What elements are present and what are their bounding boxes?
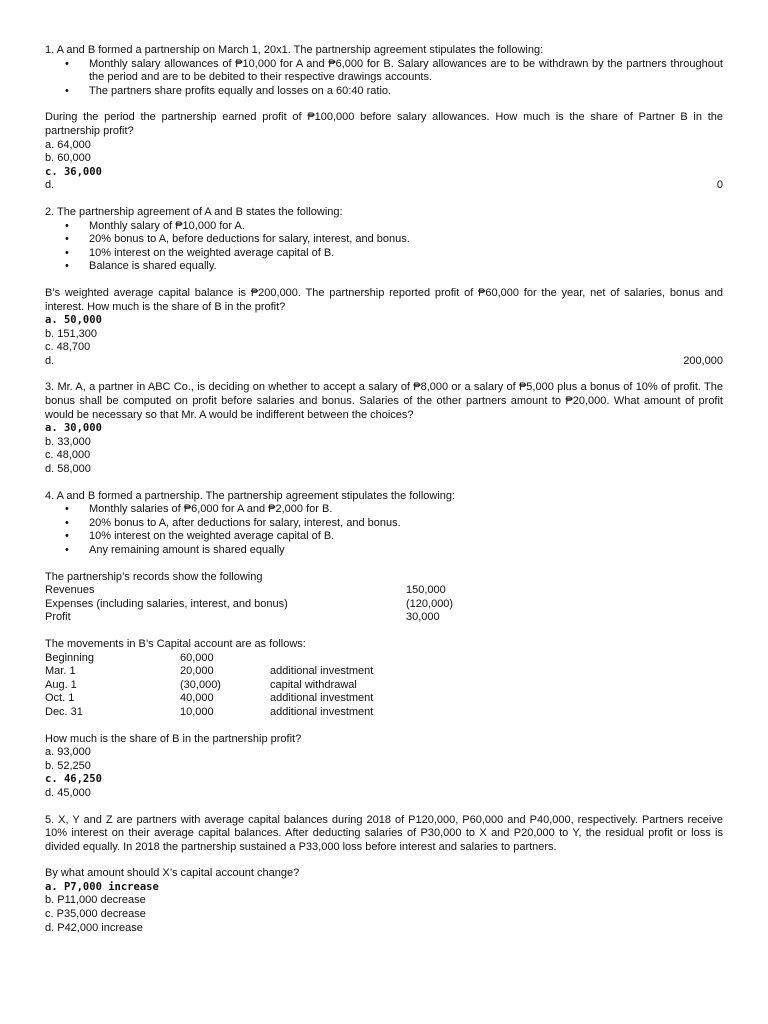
q1-question: During the period the partnership earned profit of ₱100,000 before salary allowances. How much is the share of Partner B in the partnership profit? bbox=[45, 111, 723, 137]
records-label: Revenues bbox=[45, 584, 95, 597]
records-label: Expenses (including salaries, interest, and bonus) bbox=[45, 597, 288, 610]
q2-choice-d-value: 200,000 bbox=[683, 354, 723, 367]
movement-note: capital withdrawal bbox=[270, 678, 357, 691]
movement-note: additional investment bbox=[270, 705, 374, 718]
q1-bullets bbox=[45, 58, 723, 99]
movement-note: additional investment bbox=[270, 692, 374, 705]
q2-title: 2. The partnership agreement of A and B states the following: bbox=[45, 205, 343, 218]
movement-date: Oct. 1 bbox=[45, 692, 75, 705]
q2-choice-a-correct: a. 50,000 bbox=[45, 314, 102, 327]
q3-choice-d: d. 58,000 bbox=[45, 463, 91, 476]
q4-bullet-1: • Monthly salaries of ₱6,000 for A and ₱2,000 for B. bbox=[45, 503, 723, 517]
q2-choice-c: c. 48,700 bbox=[45, 341, 91, 354]
records-label: Profit bbox=[45, 611, 71, 624]
q4-choice-c-correct: c. 46,250 bbox=[45, 773, 102, 786]
q5-choice-d: d. P42,000 increase bbox=[45, 921, 143, 934]
movement-amount: 20,000 bbox=[180, 665, 214, 678]
q1-title: 1. A and B formed a partnership on March 1, 20x1. The partnership agreement stipulates the following: bbox=[45, 44, 544, 56]
movement-date: Beginning bbox=[45, 651, 94, 664]
movement-date: Aug. 1 bbox=[45, 678, 77, 691]
q2-bullet-4: • Balance is shared equally. bbox=[45, 260, 723, 274]
q2-bullet-2: • 20% bonus to A, before deductions for salary, interest, and bonus. bbox=[45, 233, 723, 247]
q2-choice-d bbox=[45, 355, 723, 369]
q3-choice-a-correct: a. 30,000 bbox=[45, 422, 102, 435]
movement-amount: (30,000) bbox=[180, 678, 221, 691]
q3-question: 3. Mr. A, a partner in ABC Co., is deciding on whether to accept a salary of ₱8,000 or a salary of ₱5,000 plus a bonus of 10% of profit. The bonus shall be computed on profit before salaries and bonus. Salaries of the other partners amount to ₱20,000. What amount of profit would be necessary so that Mr. A would be indifferent between the choices? bbox=[45, 381, 723, 421]
movement-amount: 60,000 bbox=[180, 651, 214, 664]
q5-choice-b: b. P11,000 decrease bbox=[45, 894, 146, 907]
records-value: (120,000) bbox=[406, 597, 454, 610]
q1-choice-c-correct: c. 36,000 bbox=[45, 165, 102, 178]
q3-choice-c: c. 48,000 bbox=[45, 449, 91, 462]
movement-note: additional investment bbox=[270, 665, 374, 678]
movement-amount: 40,000 bbox=[180, 692, 214, 705]
q4-choice-b: b. 52,250 bbox=[45, 759, 91, 772]
q5-choice-a-correct: a. P7,000 increase bbox=[45, 880, 159, 893]
q4-movements-intro: The movements in B’s Capital account are as follows: bbox=[45, 637, 306, 650]
q1-bullet-1: • Monthly salary allowances of ₱10,000 for A and ₱6,000 for B. Salary allowances are to be withdrawn by the partners throughout the period and are to be debited to their respective drawings accounts. bbox=[45, 58, 723, 85]
records-value: 30,000 bbox=[406, 611, 440, 624]
document-page bbox=[45, 44, 723, 935]
records-value: 150,000 bbox=[406, 584, 446, 597]
q1-choice-d-value: 0 bbox=[716, 179, 723, 192]
q4-question: How much is the share of B in the partnership profit? bbox=[45, 732, 302, 745]
movement-amount: 10,000 bbox=[180, 705, 214, 718]
q2-question: B’s weighted average capital balance is ₱200,000. The partnership reported profit of ₱60,000 for the year, net of salaries, bonus and interest. How much is the share of B in the profit? bbox=[45, 286, 723, 313]
q1-choice-b: b. 60,000 bbox=[45, 152, 91, 165]
q4-records-intro: The partnership’s records show the following bbox=[45, 570, 263, 583]
q1-bullet-2: • The partners share profits equally and losses on a 60:40 ratio. bbox=[45, 85, 723, 99]
q2-choice-b: b. 151,300 bbox=[45, 327, 97, 340]
q4-records-table bbox=[45, 584, 723, 625]
q4-title: 4. A and B formed a partnership. The partnership agreement stipulates the following: bbox=[45, 489, 456, 502]
q1-choice-d bbox=[45, 179, 723, 193]
movement-date: Dec. 31 bbox=[45, 705, 83, 718]
movement-date: Mar. 1 bbox=[45, 665, 76, 678]
q2-bullet-1: • Monthly salary of ₱10,000 for A. bbox=[45, 220, 723, 234]
q2-bullet-3: • 10% interest on the weighted average capital of B. bbox=[45, 247, 723, 261]
q4-bullets bbox=[45, 503, 723, 557]
q4-bullet-4: • Any remaining amount is shared equally bbox=[45, 544, 723, 558]
q5-question: By what amount should X’s capital account change? bbox=[45, 867, 300, 880]
q4-bullet-3: • 10% interest on the weighted average capital of B. bbox=[45, 530, 723, 544]
q4-choice-a: a. 93,000 bbox=[45, 746, 91, 759]
q1-choice-d-label: d. bbox=[45, 179, 55, 192]
q5-intro: 5. X, Y and Z are partners with average capital balances during 2018 of P120,000, P60,000 and P40,000, respectively. Partners receive 10% interest on their average capital balances. After deducting salaries of P30,000 to X and P20,000 to Y, the residual profit or loss is divided equally. In 2018 the partnership sustained a P33,000 loss before interest and salaries to partners. bbox=[45, 813, 723, 853]
q2-bullets bbox=[45, 220, 723, 274]
q3-choice-b: b. 33,000 bbox=[45, 435, 91, 448]
q4-bullet-2: • 20% bonus to A, after deductions for salary, interest, and bonus. bbox=[45, 517, 723, 531]
movement-note bbox=[270, 652, 470, 666]
q2-choice-d-label: d. bbox=[45, 354, 55, 367]
q4-choice-d: d. 45,000 bbox=[45, 786, 91, 799]
q5-choice-c: c. P35,000 decrease bbox=[45, 908, 146, 921]
q4-movements-table bbox=[45, 652, 723, 720]
q1-choice-a: a. 64,000 bbox=[45, 138, 91, 151]
